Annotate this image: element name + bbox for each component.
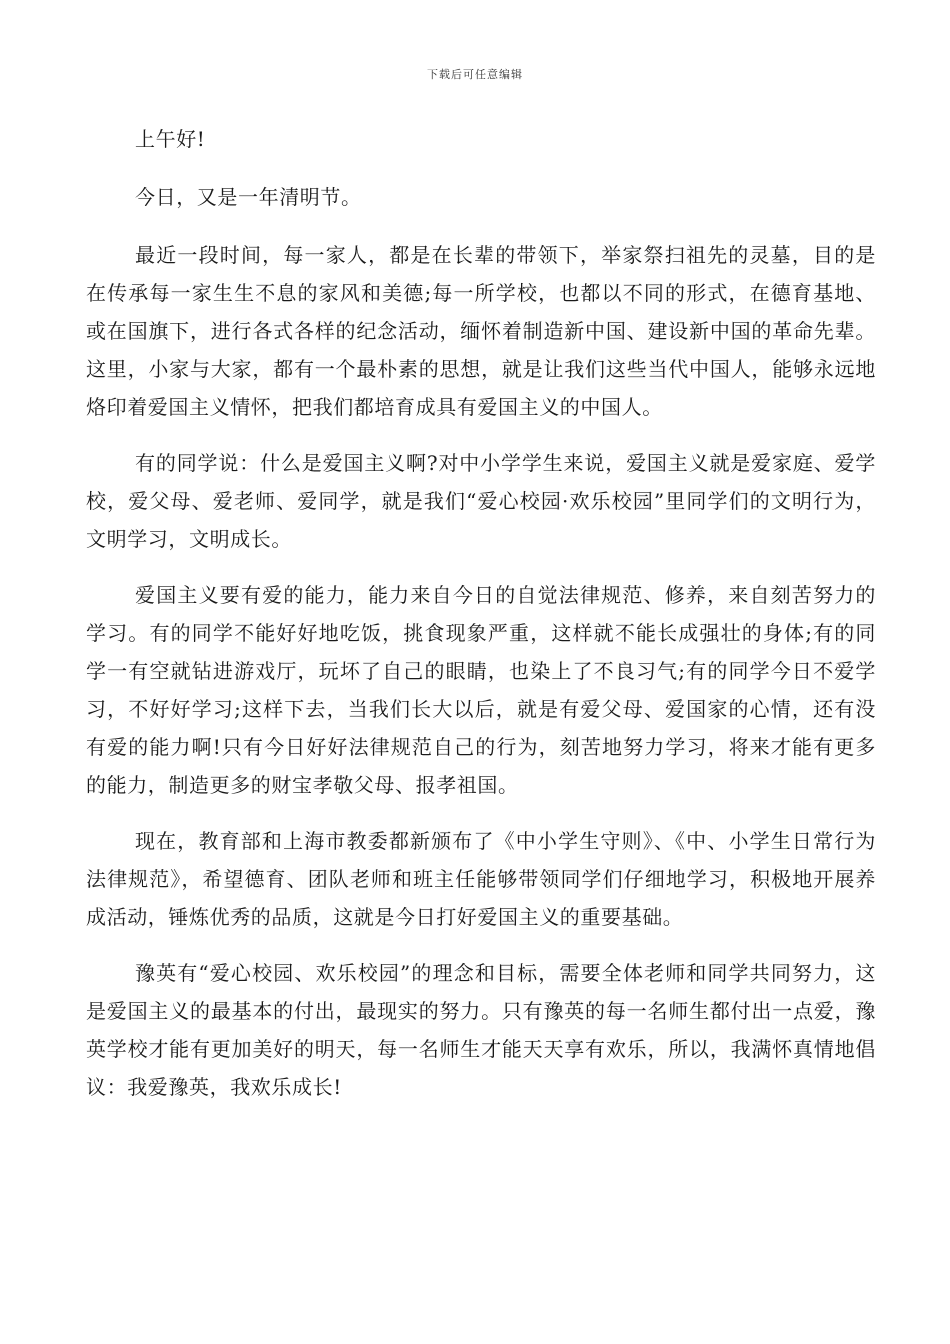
intro-paragraph: 今日，又是一年清明节。 xyxy=(135,185,362,209)
closing-paragraph: 豫英有“爱心校园、欢乐校园”的理念和目标，需要全体老师和同学共同努力，这是爱国主义的最基本的付出，最现实的努力。只有豫英的每一名师生都付出一点爱，豫英学校才能有更加美好的明天，每一名师生才能天天享有欢乐，所以，我满怀真情地倡议：我爱豫英，我欢乐成长! xyxy=(86,961,876,1099)
body-paragraph: 爱国主义要有爱的能力，能力来自今日的自觉法律规范、修养，来自刻苦努力的学习。有的同学不能好好地吃饭，挑食现象严重，这样就不能长成强壮的身体;有的同学一有空就钻进游戏厅，玩坏了自己的眼睛，也染上了不良习气;有的同学今日不爱学习，不好好学习;这样下去，当我们长大以后，就是有爱父母、爱国家的心情，还有没有爱的能力啊!只有今日好好法律规范自己的行为，刻苦地努力学习，将来才能有更多的能力，制造更多的财宝孝敬父母、报孝祖国。 xyxy=(86,583,876,797)
body-paragraph: 现在，教育部和上海市教委都新颁布了《中小学生守则》、《中、小学生日常行为法律规范》，希望德育、团队老师和班主任能够带领同学们仔细地学习，积极地开展养成活动，锤炼优秀的品质，这就是今日打好爱国主义的重要基础。 xyxy=(86,829,876,929)
body-paragraph: 最近一段时间，每一家人，都是在长辈的带领下，举家祭扫祖先的灵墓，目的是在传承每一家生生不息的家风和美德;每一所学校，也都以不同的形式，在德育基地、或在国旗下，进行各式各样的纪念活动，缅怀着制造新中国、建设新中国的革命先辈。这里，小家与大家，都有一个最朴素的思想，就是让我们这些当代中国人，能够永远地烙印着爱国主义情怀，把我们都培育成具有爱国主义的中国人。 xyxy=(86,243,876,419)
header-note: 下载后可任意编辑 xyxy=(427,68,523,81)
body-paragraph: 有的同学说：什么是爱国主义啊?对中小学学生来说，爱国主义就是爱家庭、爱学校，爱父母、爱老师、爱同学，就是我们“爱心校园·欢乐校园”里同学们的文明行为，文明学习，文明成长。 xyxy=(86,451,876,551)
document-body xyxy=(86,120,876,1124)
greeting-paragraph: 上午好! xyxy=(135,127,206,151)
